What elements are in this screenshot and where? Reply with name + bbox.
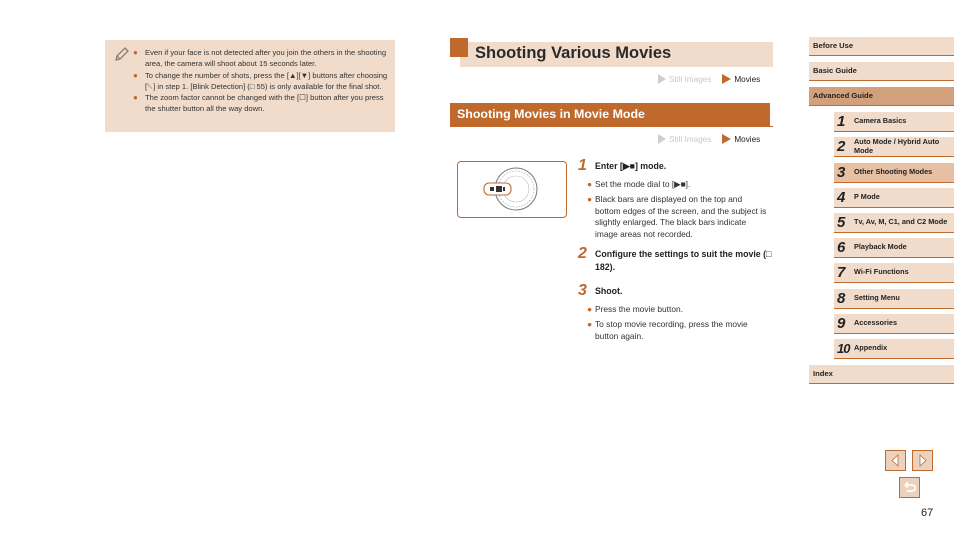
section-title: Shooting Movies in Movie Mode (457, 107, 645, 121)
step-number: 2 (578, 245, 587, 262)
chapter-label: Camera Basics (854, 116, 907, 126)
note-item: ● Even if your face is not detected after you join the others in the shooting area, the camera will shoot about 15 seconds later. (133, 48, 387, 69)
chapter-label: Playback Mode (854, 242, 907, 252)
mode-dial-illustration (457, 161, 567, 218)
arrow-right-icon (913, 451, 932, 470)
return-button[interactable] (899, 477, 920, 498)
chapter-2[interactable]: 2 Auto Mode / Hybrid Auto Mode (834, 137, 954, 157)
chapter-1[interactable]: 1 Camera Basics (834, 112, 954, 132)
step-heading: Enter [▶■] mode. (595, 161, 667, 171)
chapter-label: P Mode (854, 192, 880, 202)
note-item: ● The zoom factor cannot be changed with the [☐] button after you press the shutter button all the way down. (133, 93, 384, 114)
note-list (133, 47, 389, 115)
breadcrumb-movies[interactable]: Movies (734, 74, 761, 84)
chapter-8[interactable]: 8 Setting Menu (834, 289, 954, 309)
list-item: ● Set the mode dial to [▶■]. (587, 179, 691, 189)
list-item: ● Press the movie button. (587, 304, 683, 314)
breadcrumb (658, 134, 760, 144)
arrow-left-icon (886, 451, 905, 470)
nav-advanced-guide[interactable]: Advanced Guide (809, 87, 954, 106)
step-number: 3 (578, 282, 587, 299)
mode-dial-icon (458, 162, 566, 217)
nav-index[interactable]: Index (809, 365, 954, 384)
chapter-label: Appendix (854, 343, 888, 353)
chapter-label: Other Shooting Modes (854, 167, 933, 177)
chapter-label: Tv, Av, M, C1, and C2 Mode (854, 217, 948, 227)
chapter-label: Accessories (854, 318, 898, 328)
list-item: ● Black bars are displayed on the top and bottom edges of the screen, and the subject is slightly enlarged. The black bars indicate image areas not recorded. (587, 193, 767, 240)
chapter-9[interactable]: 9 Accessories (834, 314, 954, 334)
arrow-icon (658, 74, 666, 84)
list-item: ● To stop movie recording, press the movie button again. (587, 318, 748, 341)
step-number: 1 (578, 157, 587, 174)
previous-page-button[interactable] (885, 450, 906, 471)
section-underline (450, 126, 773, 127)
chapter-label: Wi-Fi Functions (854, 267, 909, 277)
chapter-5[interactable]: 5 Tv, Av, M, C1, and C2 Mode (834, 213, 954, 233)
breadcrumb-still-images[interactable]: Still Images (669, 74, 712, 84)
arrow-icon (722, 74, 731, 84)
arrow-icon (658, 134, 666, 144)
return-icon (900, 478, 919, 497)
chapter-3[interactable]: 3 Other Shooting Modes (834, 163, 954, 183)
step-1-bullets (587, 179, 767, 244)
next-page-button[interactable] (912, 450, 933, 471)
breadcrumb-still-images[interactable]: Still Images (669, 134, 712, 144)
chapter-label: Setting Menu (854, 293, 900, 303)
chapter-6[interactable]: 6 Playback Mode (834, 238, 954, 258)
page-number: 67 (921, 507, 934, 519)
nav-basic-guide[interactable]: Basic Guide (809, 62, 954, 81)
step-3-bullets (587, 304, 767, 345)
note-box (105, 40, 395, 132)
pencil-icon (113, 45, 131, 63)
arrow-icon (722, 134, 731, 144)
note-item: ● To change the number of shots, press the [▲][▼] buttons after choosing [␀] in step 1. [Blink Detection] (□ 55) is only available for the final shot. (133, 70, 388, 91)
title-marker (450, 38, 468, 57)
chapter-10[interactable]: 10 Appendix (834, 339, 954, 359)
breadcrumb-movies[interactable]: Movies (734, 134, 761, 144)
chapter-7[interactable]: 7 Wi-Fi Functions (834, 263, 954, 283)
breadcrumb (658, 74, 760, 84)
chapter-label: Auto Mode / Hybrid Auto Mode (854, 137, 940, 155)
step-heading: Configure the settings to suit the movie (□ 182). (595, 249, 772, 272)
step-heading: Shoot. (595, 286, 623, 296)
page-title: Shooting Various Movies (475, 44, 672, 62)
chapter-4[interactable]: 4 P Mode (834, 188, 954, 208)
nav-before-use[interactable]: Before Use (809, 37, 954, 56)
